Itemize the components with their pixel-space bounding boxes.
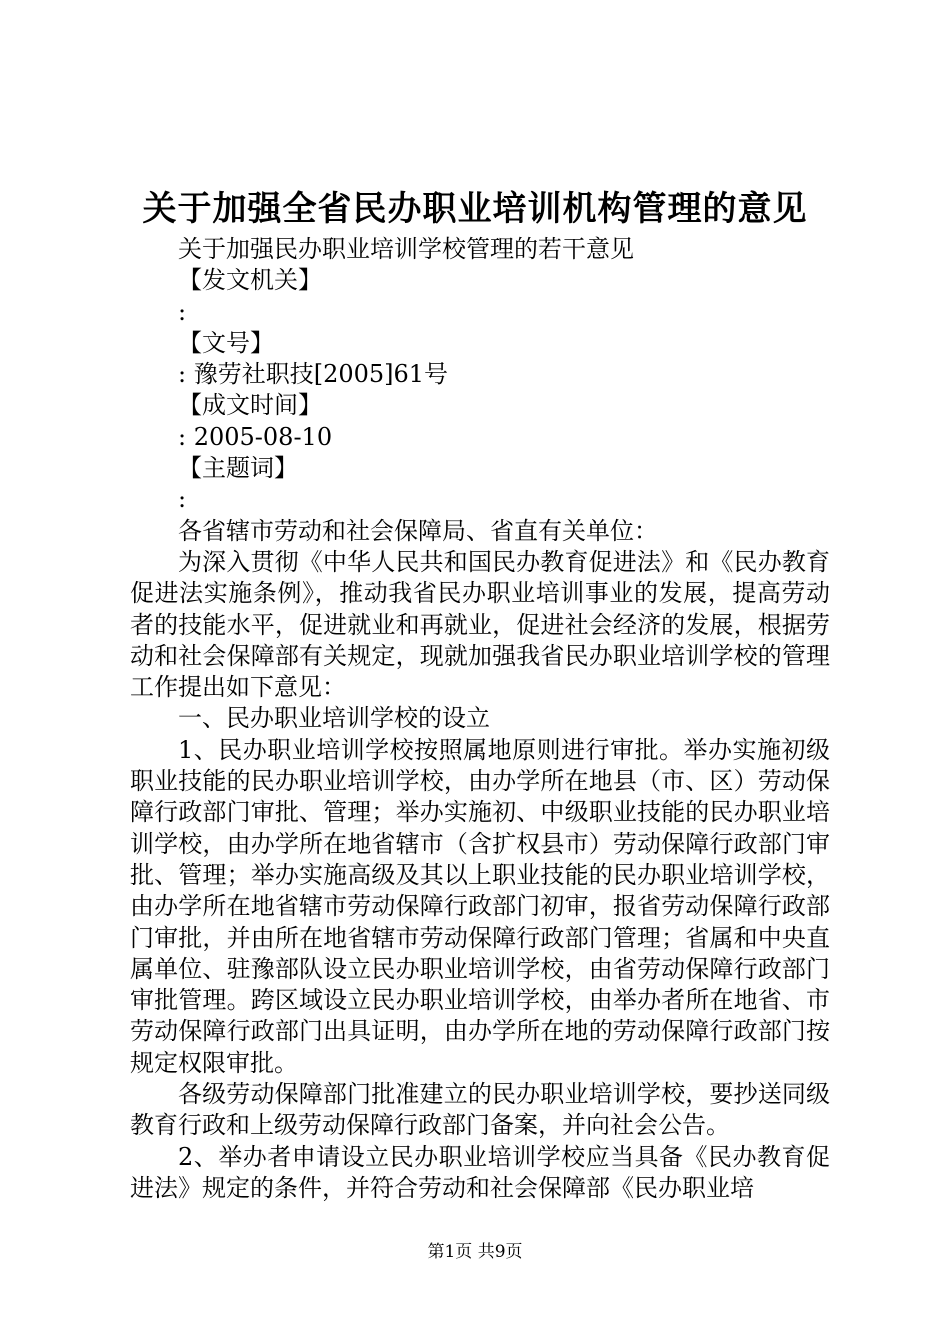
section-heading: 一、民办职业培训学校的设立 bbox=[178, 704, 490, 733]
docno-label: 【文号】 bbox=[178, 328, 274, 357]
paragraph-item-1: 1、民办职业培训学校按照属地原则进行审批。举办实施初级职业技能的民办职业培训学校，由办学所在地县（市、区）劳动保障行政部门审批、管理；举办实施初、中级职业技能的民办职业培训学校，由办学所在地省辖市（含扩权县市）劳动保障行政部门审批、管理；举办实施高级及其以上职业技能的民办职业培训学校，由办学所在地省辖市劳动保障行政部门初审，报省劳动保障行政部门审批，并由所在地省辖市劳动保障行政部门管理；省属和中央直属单位、驻豫部队设立民办职业培训学校，由省劳动保障行政部门审批管理。跨区域设立民办职业培训学校，由举办者所在地省、市劳动保障行政部门出具证明，由办学所在地的劳动保障行政部门按规定权限审批。 bbox=[130, 735, 830, 1077]
issuer-label: 【发文机关】 bbox=[178, 266, 322, 295]
paragraph-filing: 各级劳动保障部门批准建立的民办职业培训学校，要抄送同级教育行政和上级劳动保障行政部门备案，并向社会公告。 bbox=[130, 1080, 830, 1140]
date-label: 【成文时间】 bbox=[178, 391, 322, 420]
keywords-label: 【主题词】 bbox=[178, 454, 298, 483]
paragraph-item-2: 2、举办者申请设立民办职业培训学校应当具备《民办教育促进法》规定的条件，并符合劳动和社会保障部《民办职业培 bbox=[130, 1142, 830, 1202]
paragraph-salutation: 各省辖市劳动和社会保障局、省直有关单位： bbox=[178, 516, 658, 545]
paragraph-intro: 为深入贯彻《中华人民共和国民办教育促进法》和《民办教育促进法实施条例》，推动我省民办职业培训事业的发展，提高劳动者的技能水平，促进就业和再就业，促进社会经济的发展，根据劳动和社会保障部有关规定，现就加强我省民办职业培训学校的管理工作提出如下意见： bbox=[130, 547, 830, 702]
docno-value: : 豫劳社职技[2005]61号 bbox=[178, 360, 449, 389]
date-value: : 2005-08-10 bbox=[178, 422, 333, 451]
document-title: 关于加强全省民办职业培训机构管理的意见 bbox=[142, 189, 808, 229]
page-footer: 第1页 共9页 bbox=[427, 1242, 523, 1262]
document-subtitle: 关于加强民办职业培训学校管理的若干意见 bbox=[178, 235, 634, 263]
keywords-value: : bbox=[178, 485, 187, 514]
document-body bbox=[130, 234, 830, 1204]
issuer-value: : bbox=[178, 297, 187, 326]
